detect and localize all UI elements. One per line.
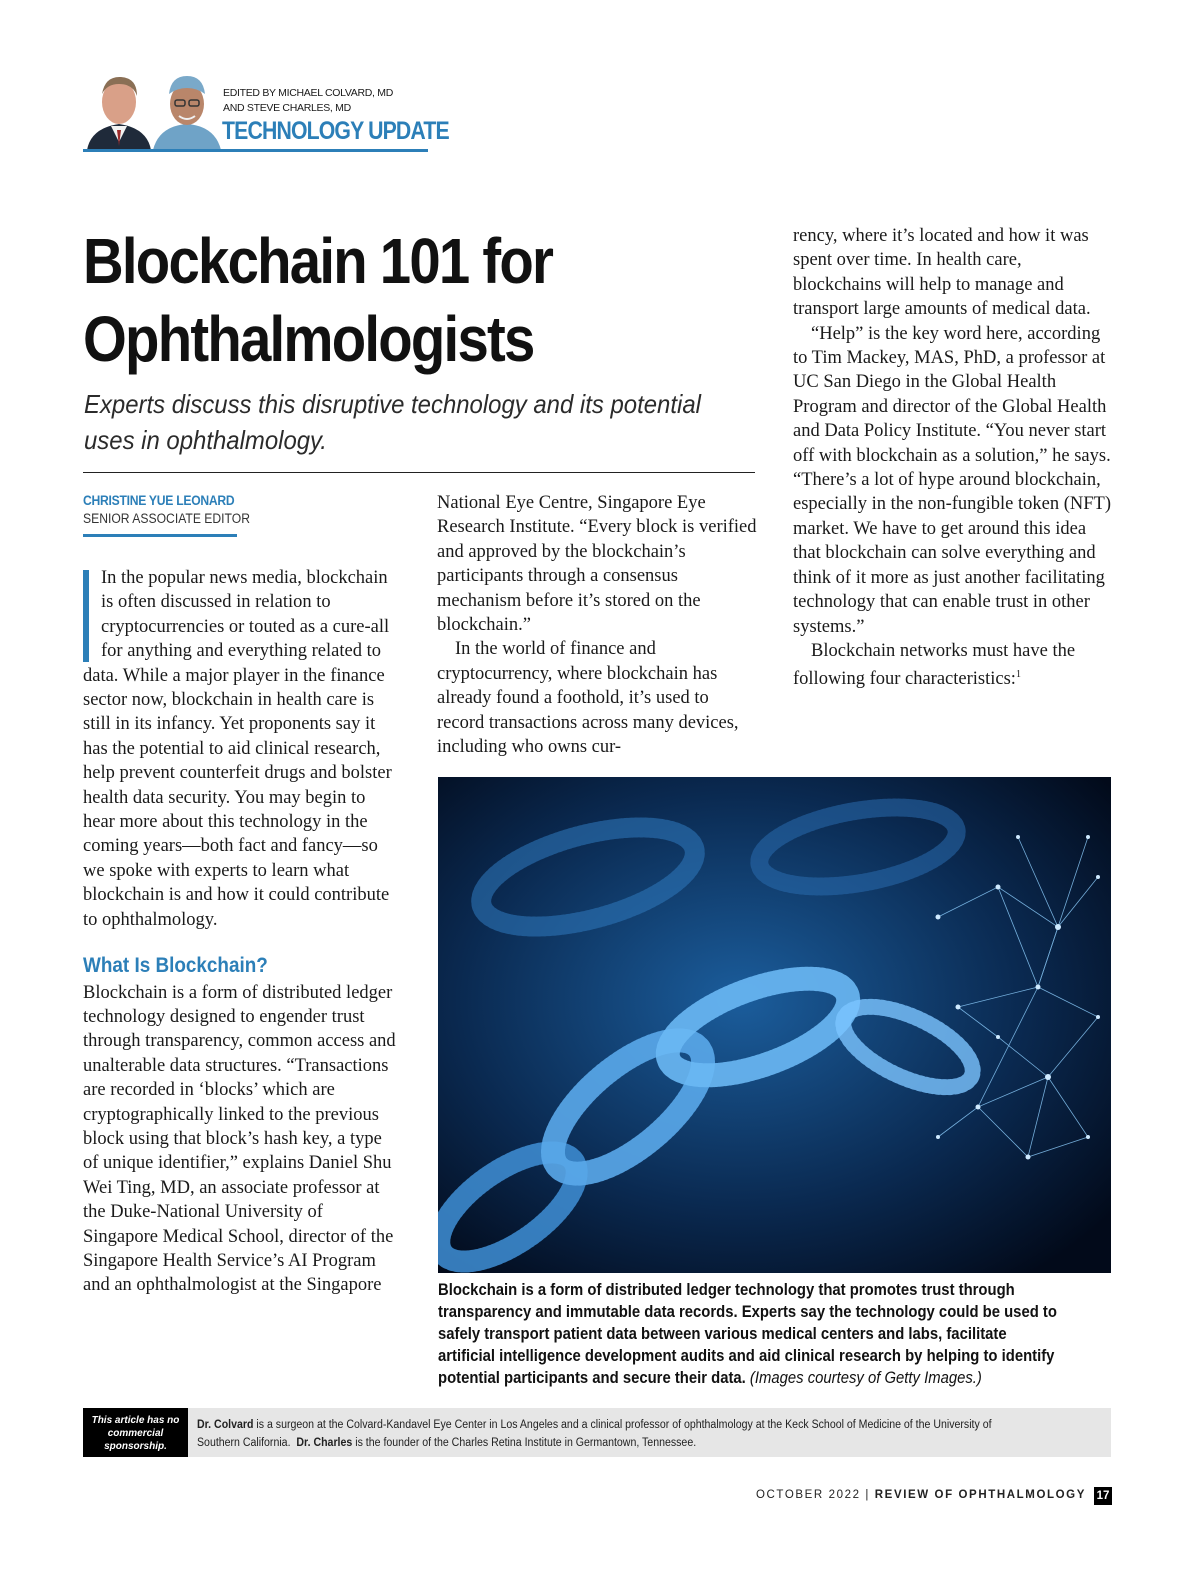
editor-footnote bbox=[83, 1408, 1111, 1457]
body-paragraph: “Help” is the key word here, according to Tim Mackey, MAS, PhD, a professor at UC San Diego in the Global Health Program and director of the Global Health and Data Policy Institute. “You never start off with blockchain as a solution,” he says. “There’s a lot of hype around blockchain, especially in the non-fungible token (NFT) market. We have to get around this idea that blockchain can solve everything and think of it more as just another facilitating technology that can enable trust in other systems.” bbox=[793, 323, 1112, 637]
drop-cap-bar bbox=[83, 570, 89, 662]
header-rule bbox=[83, 149, 428, 152]
column-header bbox=[83, 72, 449, 154]
image-caption: Blockchain is a form of distributed ledger technology that promotes trust through transparency and immutable data records. Experts say the technology could be used to safely transport patient data between various medical centers and labs, facilitate artificial intelligence development audits and aid clinical research by helping to identify potential participants and secure their data. (Images courtesy of Getty Images.) bbox=[438, 1281, 1057, 1387]
reference-marker: 1 bbox=[1015, 669, 1021, 681]
body-paragraph: In the world of finance and cryptocurrency, where blockchain has already found a foothold, it’s used to record transactions across many devices, including who owns cur- bbox=[437, 639, 739, 758]
body-column-2 bbox=[437, 491, 759, 759]
blockchain-image bbox=[438, 777, 1111, 1273]
title-divider bbox=[83, 472, 755, 473]
image-credit: (Images courtesy of Getty Images.) bbox=[749, 1369, 982, 1387]
author-name: CHRISTINE YUE LEONARD bbox=[83, 493, 235, 508]
body-paragraph: National Eye Centre, Singapore Eye Research Institute. “Every block is verified and approved by the blockchain’s participants through a consensus mechanism before it’s stored on the blockchain.” bbox=[437, 493, 757, 636]
section-title: TECHNOLOGY UPDATE bbox=[222, 117, 449, 145]
editors-credit: EDITED BY MICHAEL COLVARD, MD AND STEVE CHARLES, MD bbox=[223, 87, 394, 114]
editor-bios: Dr. Colvard is a surgeon at the Colvard-Kandavel Eye Center in Los Angeles and a clinical professor of ophthalmology at the Keck School of Medicine of the University of Southern California. Dr. Charles is the founder of the Charles Retina Institute in Germantown, Tennessee. bbox=[197, 1419, 992, 1449]
article-title: Blockchain 101 for Ophthalmologists bbox=[83, 225, 553, 375]
body-column-3 bbox=[793, 224, 1113, 692]
subsection-heading: What Is Blockchain? bbox=[83, 954, 268, 978]
page-folio: OCTOBER 2022 | REVIEW OF OPHTHALMOLOGY bbox=[755, 1489, 1086, 1501]
body-paragraph: rency, where it’s located and how it was spent over time. In health care, blockchains will help to manage and transport large amounts of medical data. bbox=[793, 226, 1091, 320]
byline bbox=[83, 493, 250, 537]
page-number: 17 bbox=[1094, 1487, 1112, 1505]
body-paragraph: Blockchain networks must have the following four characteristics:$^1$ bbox=[793, 640, 1076, 690]
editor-photo-colvard bbox=[83, 72, 155, 150]
editor-photo-charles bbox=[151, 72, 223, 150]
byline-rule bbox=[83, 534, 237, 537]
intro-paragraph: In the popular news media, blockchain is often discussed in relation to cryptocurrencies or touted as a cure-all for anything and everything related to data. While a major player in the finance sector now, blockchain in health care is still in its infancy. Yet proponents say it has the potential to aid clinical research, help prevent counterfeit drugs and bolster health data security. You may begin to hear more about this technology in the coming years—both fact and fancy—so we spoke with experts to learn what blockchain is and how it could contribute to ophthalmology. bbox=[83, 568, 392, 930]
body-paragraph: Blockchain is a form of distributed ledger technology designed to engender trust through transparency, common access and unalterable data structures. “Transactions are recorded in ‘blocks’ which are cryptographically linked to the previous block using that block’s hash key, a type of unique identifier,” explains Daniel Shu Wei Ting, MD, an associate professor at the Duke-National University of Singapore Medical School, director of the Singapore Health Service’s AI Program and an ophthalmologist at the Singapore bbox=[83, 982, 396, 1296]
author-role: SENIOR ASSOCIATE EDITOR bbox=[83, 511, 250, 526]
sponsorship-badge: This article has no commercial sponsorship. bbox=[83, 1408, 188, 1457]
article-subtitle: Experts discuss this disruptive technology and its potential uses in ophthalmology. bbox=[84, 389, 701, 455]
body-column-1 bbox=[83, 566, 401, 1298]
